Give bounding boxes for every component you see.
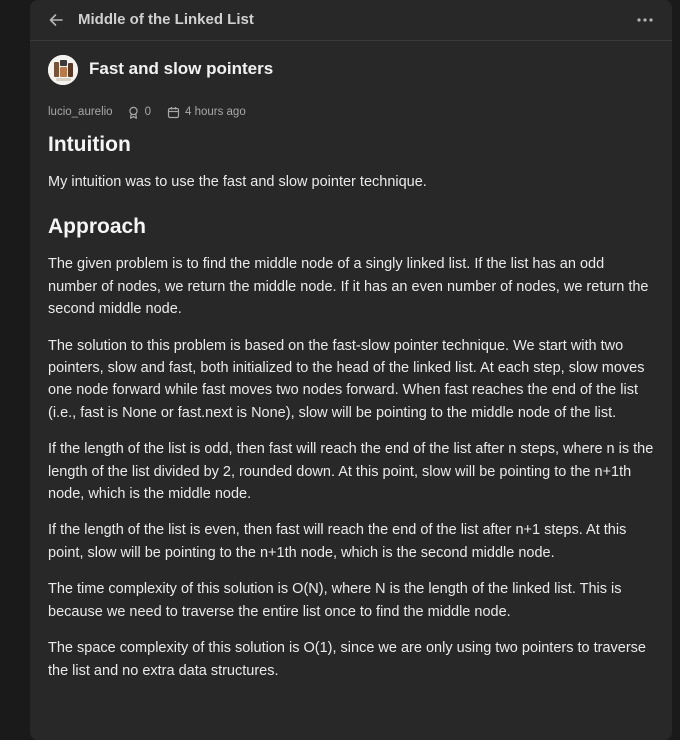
approach-paragraph: The time complexity of this solution is O(N), where N is the length of the linked list. This is because we need to traverse the entire list once to find the middle node. bbox=[48, 581, 622, 620]
approach-heading: Approach bbox=[48, 215, 147, 239]
calendar-icon bbox=[167, 106, 180, 119]
approach-paragraph: The space complexity of this solution is O(1), since we are only using two pointers to traverse the list and no extra data structures. bbox=[48, 640, 646, 679]
arrow-left-icon bbox=[48, 12, 64, 28]
approach-paragraph: The given problem is to find the middle node of a singly linked list. If the list has an odd number of nodes, we return the middle node. If it has an even number of nodes, we return the second middle node. bbox=[48, 256, 649, 318]
approach-paragraph: If the length of the list is odd, then fast will reach the end of the list after n steps, where n is the length of the list divided by 2, rounded down. At this point, slow will be pointing to the n+1th node, which is the middle node. bbox=[48, 441, 654, 503]
topbar bbox=[30, 0, 672, 41]
upvote-icon[interactable] bbox=[127, 106, 140, 119]
more-options-button[interactable] bbox=[634, 9, 656, 31]
post-header bbox=[48, 40, 654, 100]
avatar[interactable] bbox=[48, 55, 78, 85]
intuition-text: My intuition was to use the fast and slow pointer technique. bbox=[48, 174, 427, 190]
solution-panel bbox=[30, 0, 672, 740]
post-title: Fast and slow pointers bbox=[89, 59, 274, 78]
approach-paragraph: The solution to this problem is based on the fast-slow pointer technique. We start with two pointers, slow and fast, both initialized to the head of the linked list. At each step, slow moves one node forward while fast moves two nodes forward. When fast reaches the end of the list (i.e., fast is None or fast.next is None), slow will be pointing to the middle node of the list. bbox=[48, 337, 645, 421]
post-time: 4 hours ago bbox=[184, 106, 246, 118]
solution-content bbox=[48, 40, 654, 682]
avatar-image-icon bbox=[48, 55, 78, 85]
post-meta bbox=[48, 100, 654, 124]
intuition-heading: Intuition bbox=[48, 133, 131, 156]
problem-title: Middle of the Linked List bbox=[78, 11, 254, 28]
approach-paragraph: If the length of the list is even, then fast will reach the end of the list after n+1 steps. At this point, slow will be pointing to the n+1th node, which is the second middle node. bbox=[48, 522, 627, 561]
vote-count: 0 bbox=[144, 106, 151, 118]
author-name[interactable]: lucio_aurelio bbox=[48, 106, 113, 118]
back-button[interactable] bbox=[46, 10, 66, 30]
more-horizontal-icon bbox=[636, 17, 654, 23]
